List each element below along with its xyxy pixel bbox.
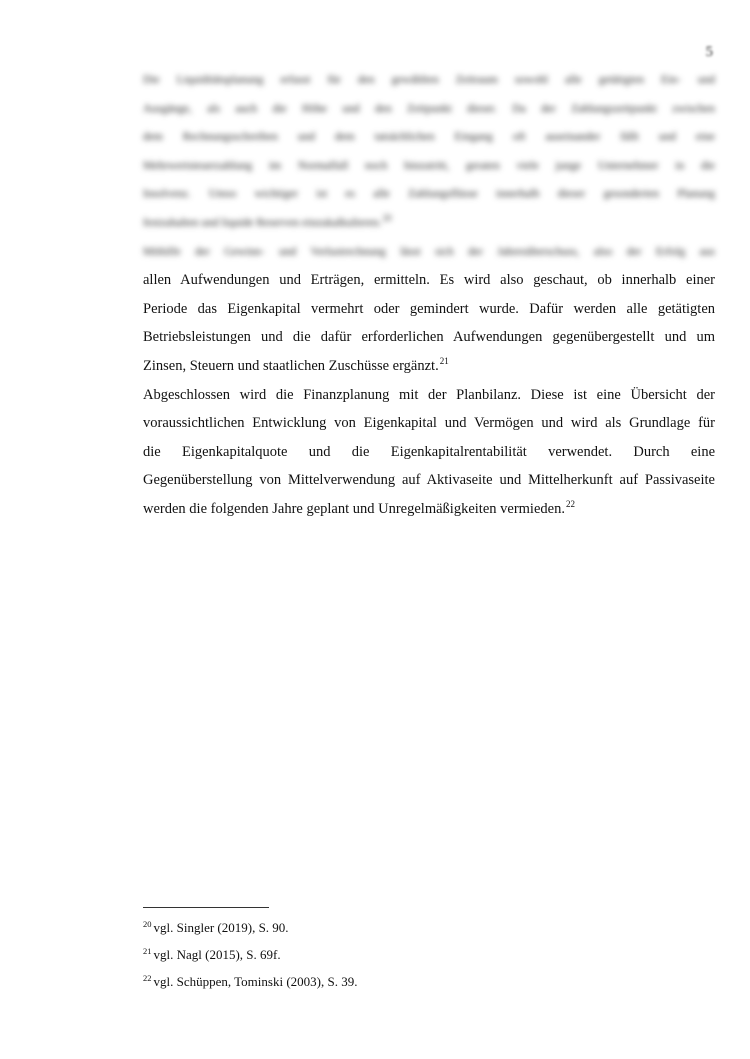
text-line: die Eigenkapitalquote und die Eigenkapitalrentabilität verwendet. Durch eine — [143, 443, 715, 460]
text-line: allen Aufwendungen und Erträgen, ermitteln. Es wird also geschaut, ob innerhalb einer — [143, 272, 715, 289]
page-number: 5 — [705, 44, 713, 60]
paragraph-guv — [143, 238, 715, 381]
footnotes — [143, 914, 715, 995]
text-line-last — [143, 209, 715, 238]
text-line-content: werden die folgenden Jahre geplant und Unregelmäßigkeiten vermieden. — [143, 500, 565, 517]
text-line-content: festzuhalten und liquide Reserven einzukalkulieren. — [143, 216, 382, 229]
footnote-ref: 22 — [565, 499, 575, 510]
text-line: Gegenüberstellung von Mittelverwendung auf Aktivaseite und Mittelherkunft auf Passivaseite — [143, 472, 715, 489]
text-line: Insolvenz. Umso wichtiger ist es alle Zahlungsflüsse innerhalb dieser gesonderten Planung — [143, 188, 715, 201]
footnote-separator — [143, 907, 269, 908]
text-line-last — [143, 495, 715, 524]
footnote — [143, 968, 715, 995]
text-line: Mithilfe der Gewinn- und Verlustrechnung lässt sich der Jahresüberschuss, also der Erfolg aus — [143, 245, 715, 258]
text-line: Abgeschlossen wird die Finanzplanung mit der Planbilanz. Diese ist eine Übersicht der — [143, 386, 715, 403]
footnote-text: vgl. Singler (2019), S. 90. — [153, 920, 289, 935]
text-line: Mehrwertsteuerzahlung im Normalfall noch hinzutritt, geraten viele junge Unternehmer in die — [143, 159, 715, 172]
footnote-ref: 20 — [382, 213, 392, 224]
text-line: Periode das Eigenkapital vermehrt oder gemindert wurde. Dafür werden alle getätigten — [143, 300, 715, 317]
body-text — [143, 66, 715, 524]
text-line-last — [143, 352, 715, 381]
paragraph-liquiditaetsplanung — [143, 66, 715, 238]
text-line: Die Liquiditätsplanung erfasst für den gewählten Zeitraum sowohl alle getätigten Ein- und — [143, 74, 715, 86]
text-line: Ausgänge, als auch die Höhe und den Zeitpunkt dieser. Da der Zahlungszeitpunkt zwischen — [143, 102, 715, 115]
text-line-content: Zinsen, Steuern und staatlichen Zuschüsse ergänzt. — [143, 357, 439, 374]
paragraph-planbilanz — [143, 381, 715, 524]
footnote — [143, 914, 715, 941]
footnote-text: vgl. Schüppen, Tominski (2003), S. 39. — [153, 974, 358, 989]
footnote-number: 21 — [143, 945, 152, 956]
footnote-number: 20 — [143, 918, 152, 929]
text-line: voraussichtlichen Entwicklung von Eigenkapital und Vermögen und wird als Grundlage für — [143, 415, 715, 432]
text-line: dem Rechnungsschreiben und dem tatsächlichen Eingang oft auseinander fällt und eine — [143, 131, 715, 144]
text-line: Betriebsleistungen und die dafür erforderlichen Aufwendungen gegenübergestellt und um — [143, 329, 715, 346]
footnote-text: vgl. Nagl (2015), S. 69f. — [153, 947, 281, 962]
footnote — [143, 941, 715, 968]
footnote-ref: 21 — [439, 356, 449, 367]
footnote-number: 22 — [143, 972, 152, 983]
